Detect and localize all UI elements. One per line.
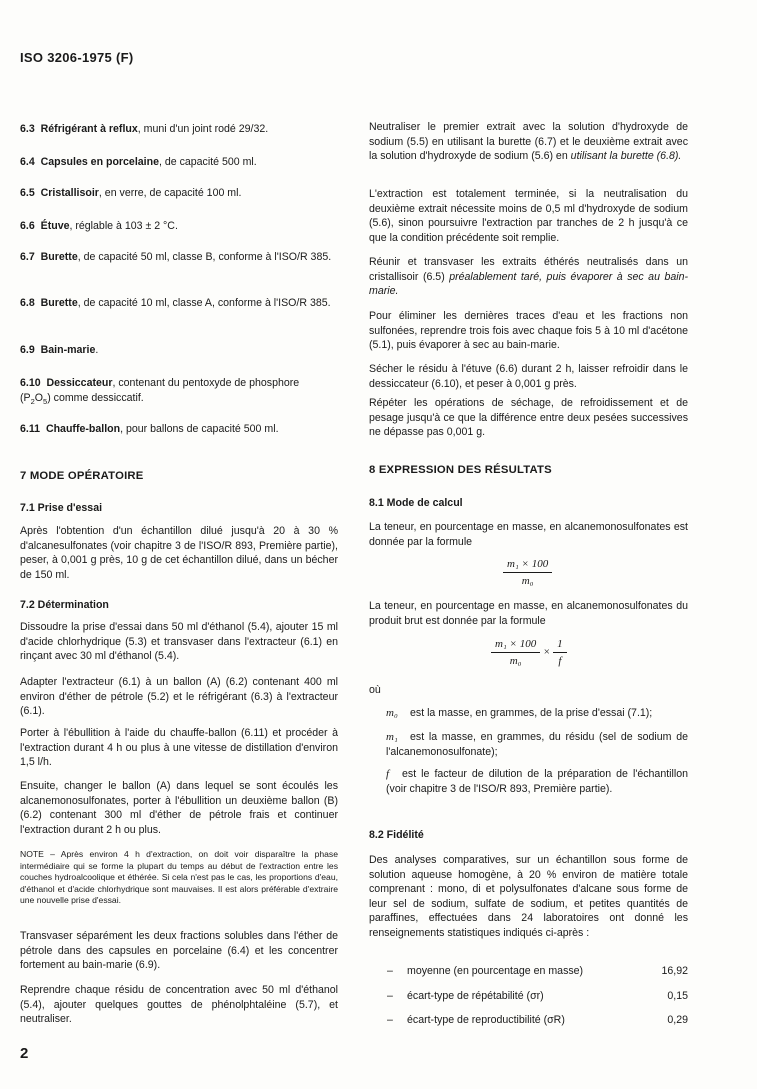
definition-f: f est le facteur de dilution de la préparation de l'échantillon (voir chapitre 3 de l'ISO/R 893, Première partie). [386, 768, 688, 795]
right-para-2: L'extraction est totalement terminée, si la neutralisation du deuxième extrait nécessite moins de 0,5 ml d'hydroxyde de sodium (5.6), sinon poursuivre l'extraction par tranches de 2 h jusqu'à ce que la condition précédente soit remplie. [369, 188, 688, 244]
section-8-2-para-1: Des analyses comparatives, sur un échantillon sous forme de solution aqueuse homogène, à 20 % environ de matière totale comprenant : mono, di et polysulfonates d'alcane sous forme de leur sel de sodium, sulfate de sodium, et petites quantités de paraffines, effectuées dans 24 laboratoires ont donné les renseignements statistiques indiqués ci-après : [369, 854, 688, 939]
item-6-6: 6.6 Étuve, réglable à 103 ± 2 °C. [20, 220, 178, 232]
section-7-heading: 7 MODE OPÉRATOIRE [20, 470, 144, 482]
section-7-2-para-4: Ensuite, changer le ballon (A) dans lequel se sont écoulés les alcanemonosulfonates, porter à l'ébullition un deuxième ballon (B) (6.2) contenant 300 ml d'éther de pétrole frais et continuer l'extraction durant 2 h ou plus. [20, 780, 338, 836]
section-7-2-note: NOTE – Après environ 4 h d'extraction, on doit voir disparaître la phase intermédiaire qui se forme la plupart du temps au début de l'extraction entre les couches hydroalcoolique et éthérée. Si cela n'est pas le cas, les proportions d'eau, d'éthanol et d'acide chlorhydrique sont mauvaises. Il est alors préférable d'extraire une nouvelle prise d'essai. [20, 849, 338, 905]
section-8-2-heading: 8.2 Fidélité [369, 829, 424, 841]
section-7-1-heading: 7.1 Prise d'essai [20, 502, 103, 514]
right-para-3: Réunir et transvaser les extraits éthérés neutralisés dans un cristallisoir (6.5) préalablement taré, puis évaporer à sec au bain-marie. [369, 256, 689, 298]
item-6-7: 6.7 Burette, de capacité 50 ml, classe B, conforme à l'ISO/R 385. [20, 251, 332, 263]
item-6-5: 6.5 Cristallisoir, en verre, de capacité 100 ml. [20, 187, 242, 199]
section-8-1-para-2: La teneur, en pourcentage en masse, en alcanemonosulfonates du produit brut est donnée par la formule [369, 600, 688, 627]
item-6-9: 6.9 Bain-marie. [20, 344, 99, 356]
section-7-2-para-6: Reprendre chaque résidu de concentration avec 50 ml d'éthanol (5.4), ajouter quelques gouttes de phénolphtaléine (5.7), et neutraliser. [20, 984, 338, 1026]
formula-2: $\frac{\text{m₁ × 100}}{\text{m₀}}$ × $\frac{1}{f}$ [491, 638, 567, 667]
section-7-2-heading: 7.2 Détermination [20, 599, 109, 611]
item-6-10: 6.10 Dessiccateur, contenant du pentoxyde de phosphore $(P_2O_5)$ comme dessiccatif. [20, 377, 300, 406]
section-7-2-para-2: Adapter l'extracteur (6.1) à un ballon (A) (6.2) contenant 400 ml environ d'éther de pétrole (5.2) et le réfrigérant (6.3) à l'extracteur (6.1). [20, 676, 338, 718]
item-6-11: 6.11 Chauffe-ballon, pour ballons de capacité 500 ml. [20, 423, 279, 435]
ou-label: où [369, 684, 381, 696]
section-8-1-para-1: La teneur, en pourcentage en masse, en alcanemonosulfonates est donnée par la formule [369, 521, 688, 548]
item-6-3: 6.3 Réfrigérant à reflux, muni d'un joint rodé 29/32. [20, 123, 269, 135]
section-7-2-para-3: Porter à l'ébullition à l'aide du chauffe-ballon (6.11) et procéder à l'extraction durant 4 h ou plus à une vitesse de distillation d'environ 1,5 l/h. [20, 727, 338, 769]
right-para-6: Répéter les opérations de séchage, de refroidissement et de pesage jusqu'à ce que la différence entre deux pesées successives ne dépasse pas 0,001 g. [369, 397, 688, 439]
item-6-8: 6.8 Burette, de capacité 10 ml, classe A, conforme à l'ISO/R 385. [20, 297, 331, 309]
right-para-4: Pour éliminer les dernières traces d'eau et les fractions non sulfonées, reprendre trois fois avec chaque fois 5 à 10 ml d'acétone (5.1), puis évaporer à sec au bain-marie. [369, 310, 688, 352]
section-7-2-para-5: Transvaser séparément les deux fractions solubles dans l'éther de pétrole dans des capsules en porcelaine (6.4) et les concentrer fortement au bain-marie (6.9). [20, 930, 338, 972]
right-para-1: Neutraliser le premier extrait avec la solution d'hydroxyde de sodium (5.5) en utilisant la burette (6.7) et le deuxième extrait avec la solution d'hydroxyde de sodium (5.6) en utilisant la burette (6.8). [369, 121, 688, 163]
page-number: 2 [20, 1045, 29, 1062]
definition-m0: m₀ est la masse, en grammes, de la prise d'essai (7.1); [386, 707, 653, 719]
formula-1: $\frac{\text{m₁ × 100}}{\text{m₀}}$ [503, 558, 552, 587]
section-7-1-text: Après l'obtention d'un échantillon dilué jusqu'à 20 à 30 % d'alcanesulfonates (voir chapitre 3 de l'ISO/R 893, Première partie), peser, à 0,001 g près, 10 g de cet échantillon dilué, dans un bécher de 150 ml. [20, 525, 338, 581]
section-8-heading: 8 EXPRESSION DES RÉSULTATS [369, 464, 552, 476]
section-7-2-para-1: Dissoudre la prise d'essai dans 50 ml d'éthanol (5.4), ajouter 15 ml d'acide chlorhydrique (5.3) et transvaser dans l'extracteur (6.1) en rinçant avec 30 ml d'éthanol (5.4). [20, 621, 338, 663]
definition-m1: m₁ est la masse, en grammes, du résidu (sel de sodium de l'alcanemonosulfonate); [386, 731, 688, 758]
item-6-4: 6.4 Capsules en porcelaine, de capacité 500 ml. [20, 156, 257, 168]
section-8-1-heading: 8.1 Mode de calcul [369, 497, 463, 509]
right-para-5: Sécher le résidu à l'étuve (6.6) durant 2 h, laisser refroidir dans le dessiccateur (6.10), et peser à 0,001 g près. [369, 363, 688, 390]
document-id: ISO 3206-1975 (F) [20, 50, 134, 65]
